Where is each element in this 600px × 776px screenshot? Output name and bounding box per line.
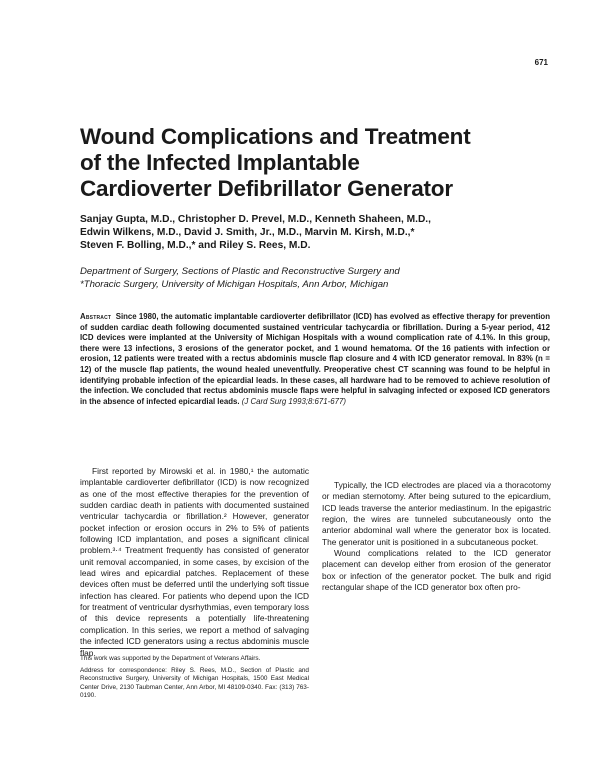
body-paragraph: Typically, the ICD electrodes are placed via a thoracotomy or median sternotomy. After being sutured to the epicardium, ICD leads traverse the anterior mediastinum. In the epigastric region, the wires are tunneled subcutaneously onto the anterior abdominal wall where the generator box is located. The generator unit is positioned in a subcutaneous pocket.: [322, 480, 551, 547]
affiliation-line: *Thoracic Surgery, University of Michigan Hospitals, Ann Arbor, Michigan: [80, 279, 389, 290]
abstract-citation: (J Card Surg 1993;8:671-677): [241, 396, 346, 406]
author-list: [80, 213, 550, 252]
body-paragraph: First reported by Mirowski et al. in 1980,¹ the automatic implantable cardioverter defibrillator (ICD) is now recognized as one of the most effective therapies for the prevention of sudden cardiac death in patients with documented sustained ventricular tachycardia or fibrillation.² However, generator pocket infection or erosion occurs in 2% to 5% of patients following ICD implantation, and poses a significant clinical problem.³·⁴ Treatment frequently has consisted of generator unit removal accompanied, in some cases, by excision of the lead wires and epicardial patches. Replacement of these devices often must be deferred until the underlying soft tissue infection has cleared. For patients who depend upon the ICD for treatment of ventricular dysrhythmias, even temporary loss of this device represents a potentially life-threatening complication. In this series, we report a method of salvaging the infected ICD generators using a rectus abdominis muscle flap.: [80, 466, 309, 658]
author-line: Sanjay Gupta, M.D., Christopher D. Prevel, M.D., Kenneth Shaheen, M.D.,: [80, 214, 431, 225]
author-line: Edwin Wilkens, M.D., David J. Smith, Jr., M.D., Marvin M. Kirsh, M.D.,*: [80, 227, 415, 238]
body-column-left: [80, 466, 309, 659]
page-number: 671: [534, 58, 548, 67]
abstract-label: Abstract: [80, 312, 112, 321]
footnote-correspondence: Address for correspondence: Riley S. Rees, M.D., Section of Plastic and Reconstructive Surgery, University of Michigan Hospitals, 1500 East Medical Center Drive, 2130 Taubman Center, Ann Arbor, MI 48109-0340. Fax: (313) 763-0190.: [80, 666, 309, 699]
footnotes: [80, 648, 309, 704]
title-line: of the Infected Implantable: [80, 150, 360, 175]
affiliation-line: Department of Surgery, Sections of Plastic and Reconstructive Surgery and: [80, 266, 400, 277]
title-line: Cardioverter Defibrillator Generator: [80, 176, 453, 201]
article-title: [80, 124, 550, 202]
affiliation: [80, 265, 550, 291]
body-paragraph: Wound complications related to the ICD generator placement can develop either from erosion of the generator box or infection of the generator pocket. The bulk and rigid rectangular shape of the ICD generator box often pro-: [322, 548, 551, 593]
footnote-support: This work was supported by the Department of Veterans Affairs.: [80, 655, 261, 662]
body-column-right: [322, 466, 551, 593]
title-line: Wound Complications and Treatment: [80, 124, 471, 149]
author-line: Steven F. Bolling, M.D.,* and Riley S. Rees, M.D.: [80, 240, 311, 251]
abstract: [80, 312, 550, 407]
abstract-text: Since 1980, the automatic implantable cardioverter defibrillator (ICD) has evolved as effective therapy for prevention of sudden cardiac death following documented sustained ventricular tachycardia or fibrillation. During a 5-year period, 412 ICD devices were implanted at the University of Michigan Hospitals with a wound complication rate of 4.1%. In this group, there were 13 infections, 3 erosions of the generator pocket, and 1 wound hematoma. Of the 16 patients with infection or erosion, 12 patients were treated with a rectus abdominis muscle flap closure and 4 with ICD generator removal. In 83% (n = 12) of the muscle flap patients, the wound healed uneventfully. Preoperative chest CT scanning was found to be helpful in identifying probable infection of the epicardial leads. In these cases, all hardware had to be removed to achieve resolution of the infection. We concluded that rectus abdominis muscle flaps were helpful in salvaging infected or exposed ICD generators in the absence of infected epicardial leads.: [80, 312, 550, 406]
